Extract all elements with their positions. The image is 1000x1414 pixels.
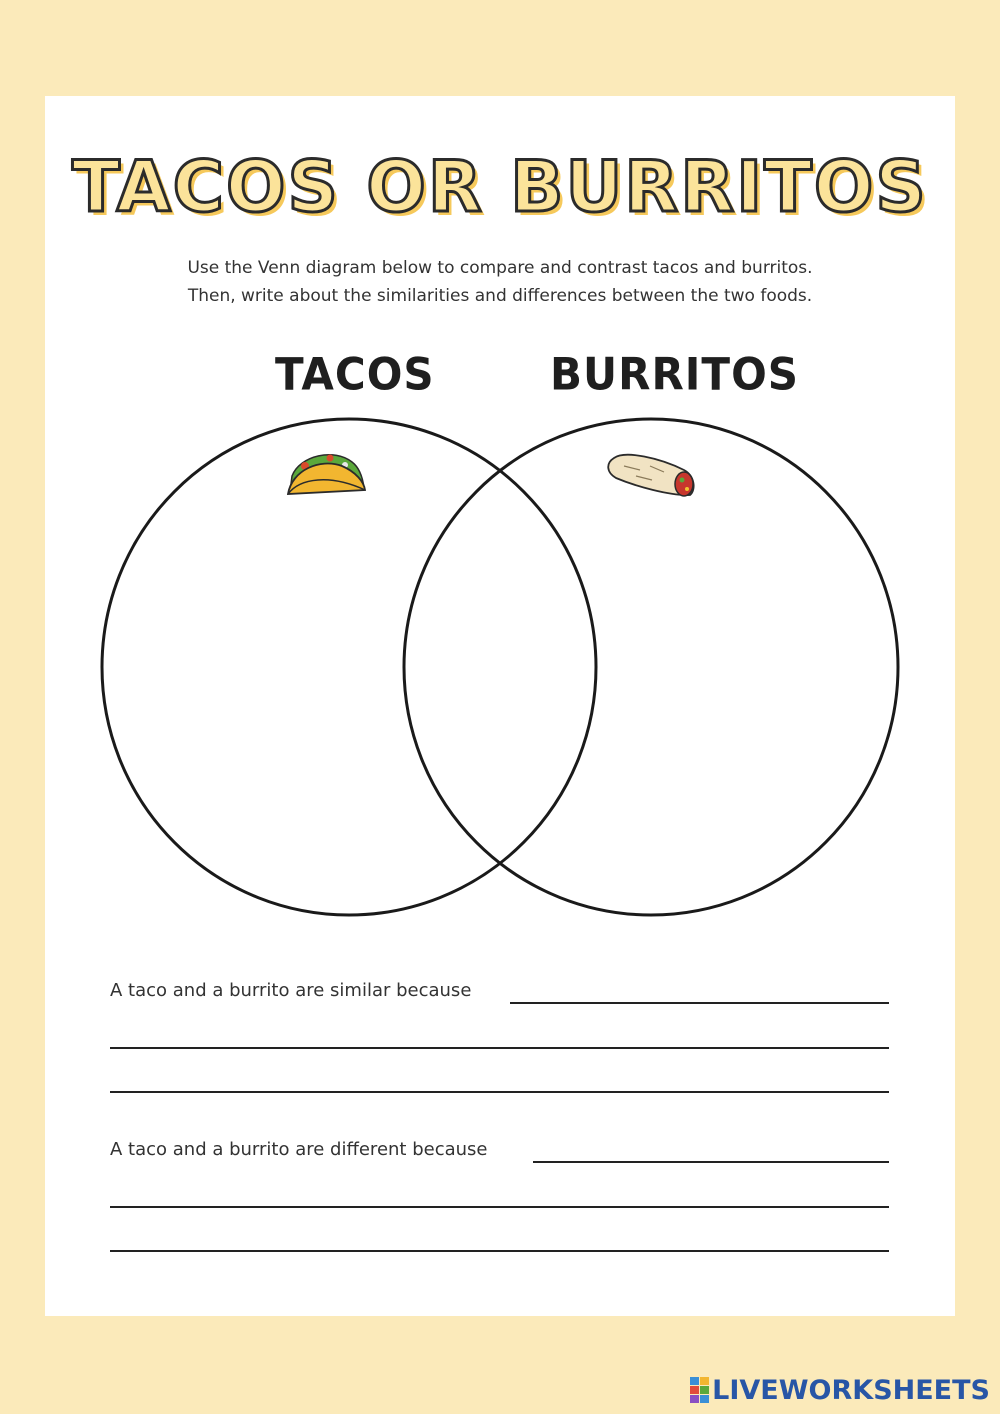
similar-answer-line-2[interactable] <box>110 1047 889 1049</box>
liveworksheets-logo[interactable] <box>690 1372 990 1408</box>
different-answer-line-1[interactable] <box>533 1161 889 1163</box>
different-answer-line-2[interactable] <box>110 1206 889 1208</box>
different-answer-line-3[interactable] <box>110 1250 889 1252</box>
worksheet-title: TACOS OR BURRITOS <box>72 146 928 228</box>
similar-answer-line-1[interactable] <box>510 1002 889 1004</box>
liveworksheets-logo-text: LIVEWORKSHEETS <box>712 1374 990 1406</box>
burrito-icon <box>608 455 693 496</box>
venn-label-tacos: TACOS <box>275 348 435 401</box>
liveworksheets-logo-icon <box>690 1377 706 1403</box>
similar-prompt: A taco and a burrito are similar because <box>110 980 472 1001</box>
different-prompt: A taco and a burrito are different because <box>110 1139 488 1160</box>
similar-answer-line-3[interactable] <box>110 1091 889 1093</box>
instructions-line-1: Use the Venn diagram below to compare and contrast tacos and burritos. <box>187 258 813 278</box>
taco-icon <box>288 455 365 495</box>
venn-circle-tacos[interactable] <box>102 419 596 915</box>
instructions-line-2: Then, write about the similarities and differences between the two foods. <box>187 286 813 306</box>
venn-circle-burritos[interactable] <box>404 419 898 915</box>
venn-label-burritos: BURRITOS <box>550 348 800 401</box>
